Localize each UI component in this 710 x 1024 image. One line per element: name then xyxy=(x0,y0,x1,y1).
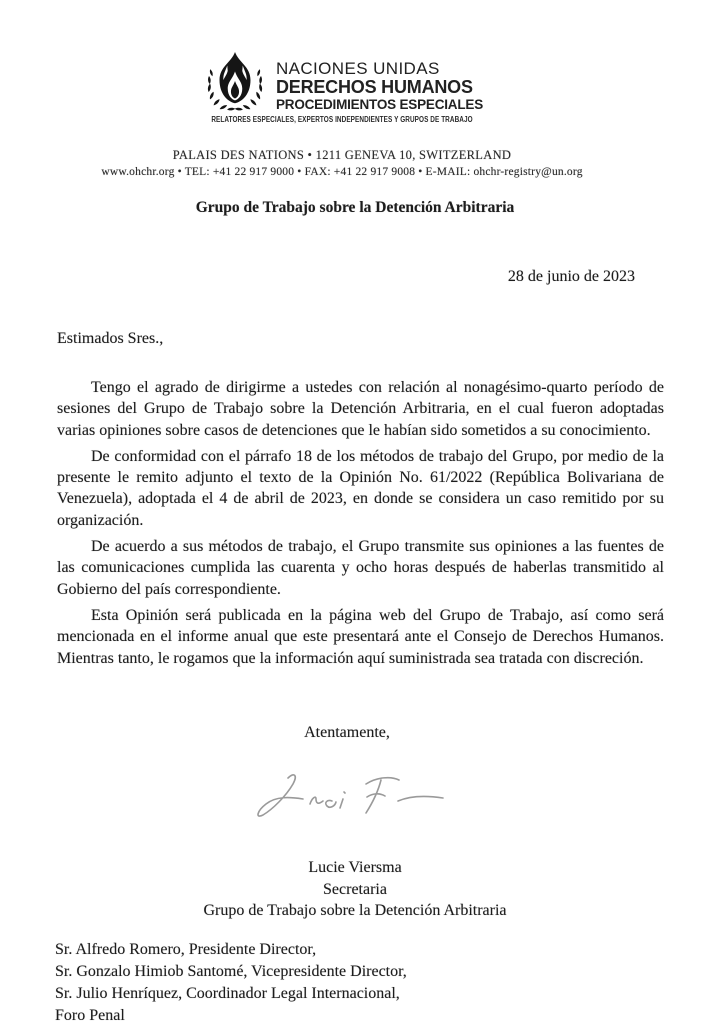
document-title: Grupo de Trabajo sobre la Detención Arbitraria xyxy=(195,199,515,216)
logo-line-naciones-unidas: NACIONES UNIDAS xyxy=(275,59,440,78)
letter-paragraph-2: De conformidad con el párrafo 18 de los métodos de trabajo del Grupo, por medio de la presente le remito adjunto el texto de la Opinión No. 61/2022 (República Bolivariana de Venezuela), adoptada el 4 de abril de 2023, en donde se considera un caso remitido por su organización. xyxy=(57,447,664,529)
logo-wordmark xyxy=(276,52,483,112)
signer-role: Secretaria xyxy=(323,880,387,898)
handwritten-signature-icon xyxy=(250,768,450,823)
un-human-rights-flame-icon xyxy=(201,52,269,112)
address-line-2: www.ohchr.org • TEL: +41 22 917 9000 • FAX: +41 22 917 9008 • E-MAIL: ohchr-registry@un.org xyxy=(101,166,583,178)
ohchr-logo xyxy=(0,52,697,112)
signer-org: Grupo de Trabajo sobre la Detención Arbitraria xyxy=(203,902,507,919)
recipient-line-2: Sr. Gonzalo Himiob Santomé, Vicepresidente Director, xyxy=(55,963,407,980)
recipients-block xyxy=(55,939,407,1024)
letter-paragraph-1: Tengo el agrado de dirigirme a ustedes con relación al nonagésimo-quarto período de sesiones del Grupo de Trabajo sobre la Detención Arbitraria, en el cual fueron adoptadas varias opiniones sobre casos de detenciones que le habían sido sometidos a su conocimiento. xyxy=(57,379,664,439)
closing-valediction: Atentamente, xyxy=(304,724,390,741)
address-line-1: PALAIS DES NATIONS • 1211 GENEVA 10, SWITZERLAND xyxy=(172,148,512,162)
logo-line-procedimientos: PROCEDIMIENTOS ESPECIALES xyxy=(275,97,484,112)
recipient-line-4: Foro Penal xyxy=(55,1007,125,1024)
letter-paragraph-3: De acuerdo a sus métodos de trabajo, el Grupo transmite sus opiniones a las fuentes de las comunicaciones cumplida las cuarenta y ocho horas después de haberlas transmitido al Gobierno del país correspondiente. xyxy=(57,538,664,598)
logo-line-derechos-humanos: DERECHOS HUMANOS xyxy=(275,77,473,97)
letterhead xyxy=(0,52,697,124)
logo-subline: RELATORES ESPECIALES, EXPERTOS INDEPENDIENTES Y GRUPOS DE TRABAJO xyxy=(211,115,473,124)
recipient-line-1: Sr. Alfredo Romero, Presidente Director, xyxy=(55,941,317,958)
signer-name: Lucie Viersma xyxy=(308,859,402,876)
letter-body xyxy=(0,377,710,674)
signature-block xyxy=(0,857,710,922)
date-line: 28 de junio de 2023 xyxy=(507,268,635,285)
salutation: Estimados Sres., xyxy=(57,330,164,347)
letter-paragraph-4: Esta Opinión será publicada en la página web del Grupo de Trabajo, así como será mencionada en el informe anual que este presentará ante el Consejo de Derechos Humanos. Mientras tanto, le rogamos que la información aquí suministrada sea tratada con discreción. xyxy=(57,606,664,667)
address-block xyxy=(0,147,697,181)
recipient-line-3: Sr. Julio Henríquez, Coordinador Legal Internacional, xyxy=(55,985,400,1002)
